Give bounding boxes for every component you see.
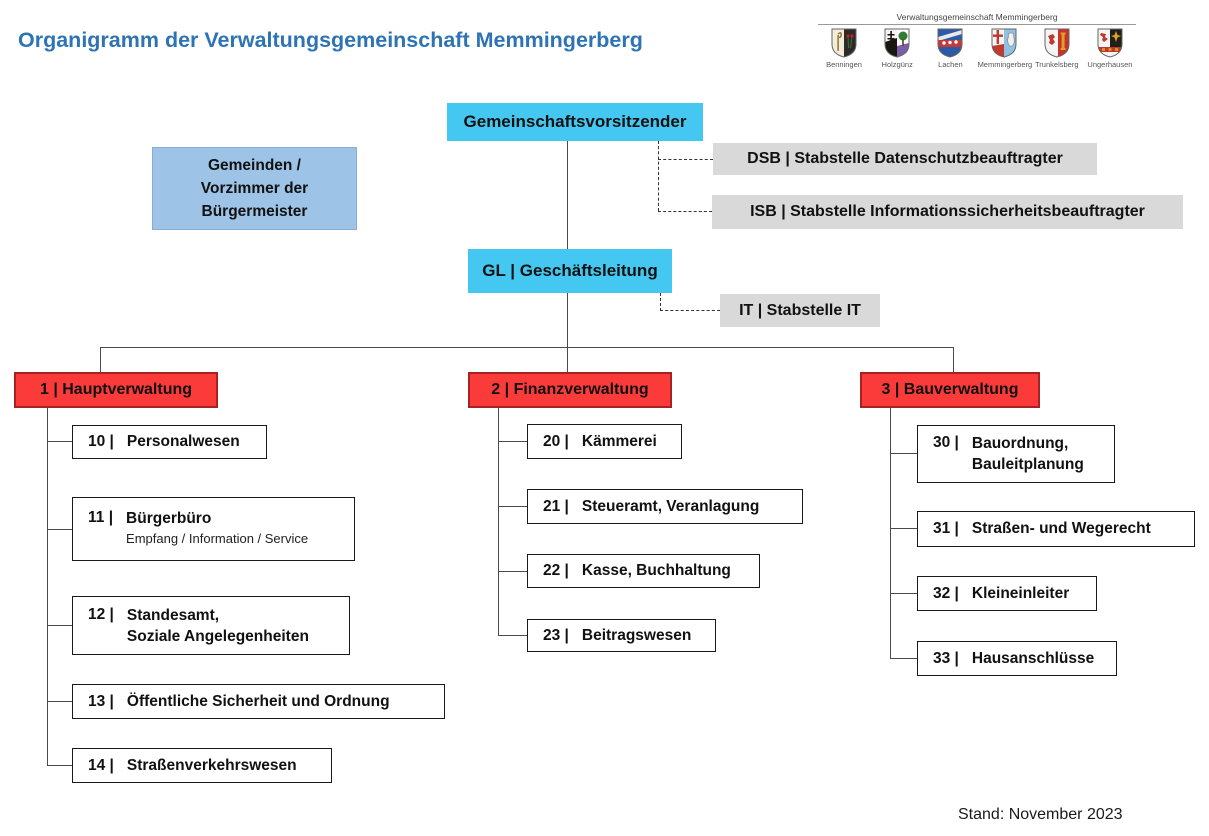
unit-name: Kämmerei [581, 432, 657, 450]
unit-name: Personalwesen [126, 433, 240, 450]
connector-drop-dept3 [953, 347, 954, 372]
crest-lachen [924, 28, 976, 69]
logo-strip [818, 12, 1136, 69]
crest-memmingerberg [977, 28, 1033, 69]
stub-unit14 [47, 765, 72, 766]
stub-unit12 [47, 625, 72, 626]
node-dept-hauptverwaltung: 1 | Hauptverwaltung [14, 372, 218, 408]
connector-chairman-gl [567, 141, 568, 249]
unit-20-kaemmerei [527, 424, 682, 459]
unit-number: 21 | [543, 497, 569, 515]
unit-name: Hausanschlüsse [971, 649, 1095, 667]
crest-label: Trunkelsberg [1035, 60, 1079, 69]
stub-unit31 [890, 528, 917, 529]
unit-13-oeffentliche-sicherheit [72, 684, 445, 719]
unit-name: Beitragswesen [581, 626, 692, 644]
unit-number: 22 | [543, 562, 569, 579]
dashed-connector-dsb [658, 159, 713, 160]
dashed-connector-it [660, 310, 720, 311]
crest-holzguenz [871, 28, 923, 69]
unit-name: Bürgerbüro [126, 510, 212, 527]
unit-name-line2: Soziale Angelegenheiten [126, 627, 309, 645]
status-date: Stand: November 2023 [958, 806, 1123, 823]
unit-name: Standesamt, [126, 607, 220, 624]
logo-heading: Verwaltungsgemeinschaft Memmingerberg [818, 12, 1136, 25]
unit-name: Straßen- und Wegerecht [971, 520, 1151, 537]
node-dept-finanzverwaltung: 2 | Finanzverwaltung [468, 372, 672, 408]
unit-name: Kleineinleiter [971, 584, 1070, 602]
gemeinden-line-3: Bürgermeister [201, 203, 308, 221]
connector-gl-departments [567, 293, 568, 372]
connector-departments-horizontal [100, 347, 953, 348]
node-dsb: DSB | Stabstelle Datenschutzbeauftragter [713, 143, 1097, 175]
connector-drop-dept1 [100, 347, 101, 372]
unit-number: 20 | [543, 432, 569, 450]
stub-unit21 [498, 506, 527, 507]
unit-number: 30 | [933, 434, 959, 451]
unit-number: 10 | [88, 433, 114, 450]
dashed-connector-it-vertical [660, 293, 661, 311]
crest-ungerhausen [1084, 28, 1136, 69]
unit-32-kleineinleiter [917, 576, 1097, 611]
crest-row [818, 28, 1136, 69]
unit-name-line2: Bauleitplanung [971, 455, 1084, 473]
unit-23-beitragswesen [527, 619, 716, 652]
gemeinden-line-1: Gemeinden / [207, 156, 301, 174]
crest-benningen [818, 28, 870, 69]
unit-name: Bauordnung, [971, 435, 1069, 452]
node-isb: ISB | Stabstelle Informationssicherheitsbeauftragter [712, 195, 1183, 229]
stub-unit11 [47, 529, 72, 530]
stub-unit13 [47, 701, 72, 702]
unit-number: 12 | [88, 606, 114, 623]
node-gl: GL | Geschäftsleitung [468, 249, 672, 293]
crest-trunkelsberg [1031, 28, 1083, 69]
unit-name: Steueramt, Veranlagung [581, 497, 760, 515]
dashed-connector-staff-vertical [658, 141, 659, 211]
crest-label: Lachen [938, 60, 963, 69]
unit-name: Öffentliche Sicherheit und Ordnung [126, 692, 390, 710]
node-dept-bauverwaltung: 3 | Bauverwaltung [860, 372, 1040, 408]
benningen-crest-icon [818, 28, 870, 58]
dashed-connector-isb [658, 211, 712, 212]
memmingerberg-crest-icon [978, 28, 1030, 58]
unit-name: Kasse, Buchhaltung [581, 562, 731, 579]
unit-14-strassenverkehrswesen [72, 748, 332, 783]
crest-label: Benningen [826, 60, 862, 69]
stub-unit30 [890, 453, 917, 454]
stub-unit32 [890, 593, 917, 594]
unit-30-bauordnung [917, 425, 1115, 483]
stub-unit33 [890, 658, 917, 659]
crest-label: Ungerhausen [1087, 60, 1133, 69]
unit-subtitle: Empfang / Information / Service [126, 530, 309, 546]
unit-number: 23 | [543, 626, 569, 644]
unit-number: 11 | [88, 509, 114, 526]
stub-unit22 [498, 571, 527, 572]
crest-label: Memmingerberg [977, 60, 1033, 69]
lachen-crest-icon [924, 28, 976, 58]
spine-dept3 [890, 408, 891, 659]
spine-dept1 [47, 408, 48, 766]
unit-number: 31 | [933, 520, 959, 537]
gemeinden-line-2: Vorzimmer der [200, 179, 309, 197]
unit-12-standesamt [72, 596, 350, 655]
unit-31-strassen-wegerecht [917, 511, 1195, 547]
node-it: IT | Stabstelle IT [720, 294, 880, 327]
unit-11-buergerbuero [72, 497, 355, 561]
node-chairman: Gemeinschaftsvorsitzender [447, 103, 703, 141]
spine-dept2 [498, 408, 499, 636]
stub-unit23 [498, 635, 527, 636]
unit-33-hausanschluesse [917, 641, 1117, 676]
crest-label: Holzgünz [881, 60, 913, 69]
unit-22-kasse [527, 554, 760, 588]
unit-number: 14 | [88, 756, 114, 774]
unit-21-steueramt [527, 489, 803, 524]
node-gemeinden [152, 147, 357, 230]
unit-number: 32 | [933, 584, 959, 602]
unit-10-personalwesen [72, 425, 267, 459]
unit-name: Straßenverkehrswesen [126, 756, 297, 774]
ungerhausen-crest-icon [1084, 28, 1136, 58]
holzguenz-crest-icon [871, 28, 923, 58]
unit-number: 33 | [933, 649, 959, 667]
unit-number: 13 | [88, 692, 114, 710]
stub-unit20 [498, 441, 527, 442]
stub-unit10 [47, 441, 72, 442]
page-title: Organigramm der Verwaltungsgemeinschaft Memmingerberg [18, 28, 643, 52]
trunkelsberg-crest-icon [1031, 28, 1083, 58]
